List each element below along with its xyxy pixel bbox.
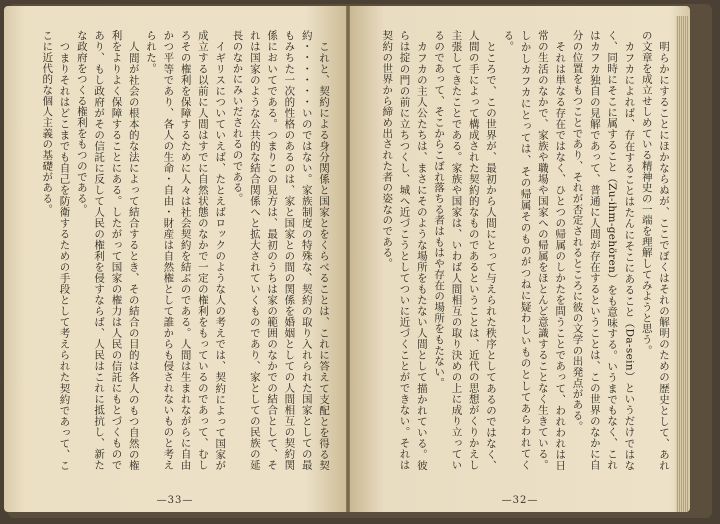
right-paragraph: ところで、この世界が、最初から人間にとって与えられた秩序としてあるのではなく、人間の手によって構成された契約的なものであるということは、近代の思想がくりかえし主張してきたことである。家族や国家は、いわば人間相互の取り決めの上に成り立っているのであって、そこからこぼれ落ちる者はもはや存在の場所をもたない。 xyxy=(433,30,498,470)
left-page xyxy=(4,6,346,512)
right-paragraph: それは単なる存在ではなく、ひとつの帰属のしかたを問うことであって、われわれは日常の生活のなかで、家族や職場や国家への帰属をほとんど意識することなく生きている。しかしカフカにとっては、その帰属そのものがつねに疑わしいものとしてあらわれてくる。 xyxy=(502,30,567,470)
left-page-number: —33— xyxy=(156,495,194,506)
page-edges xyxy=(676,16,688,512)
right-paragraph: 明らかにすることにほかならぬが、ここでぼくはそれの解明のための歴史として、あれの文章を成立せしめている精神史の一端を理解してみようと思う。 xyxy=(640,30,670,470)
right-page-number: —32— xyxy=(501,495,539,506)
left-paragraph: つまりそれはどこまでも自己を防衛するための手段として考えられた契約であって、ここに近代的な個人主義の基礎がある。 xyxy=(41,30,71,470)
left-paragraph: 人間が社会の根本的な法によって結合するとき、その結合の目的は各人のもつ自然の権利をよりよく保障することにある。したがって国家の権力は人民の信託にもとづくものであり、もし政府がその信託に反して人民の権利を侵すならば、人民はこれに抵抗し、新たな政府をつくる権利をもつのである。 xyxy=(75,30,140,470)
right-paragraph: カフカの主人公たちは、まさにそのような場所をもたない人間として描かれている。彼らは掟の門の前に立ちつくし、城へ近づこうとしてついに近づくことができない。それは契約の世界から締め出された者の姿なのである。 xyxy=(381,30,428,470)
left-page-text xyxy=(14,30,332,470)
right-page-text xyxy=(372,30,672,470)
left-paragraph: イギリスについていえば、たとえばロックのような人の考えでは、契約によって国家が成立する以前に人間はすでに自然状態のなかで一定の権利をもっているのであって、むしろその権利を保障するために人々は社会契約を結ぶのである。人間は生まれながらに自由かつ平等であり、各人の生命・自由・財産は自然権として誰からも侵されないものと考えられた。 xyxy=(145,30,227,470)
right-paragraph: カフカによれば、存在することはたんにそこにあること（Da-sein）というだけではなく、同時にそこに属すること（Zu-ihm-gehören）をも意味する。いうまでもなく、これはカフカ独自の見解であって、普通に人間が存在するということは、この世界のなかに自分の位置をもつことであり、それが否定されるところに彼の文学の出発点がある。 xyxy=(571,30,636,470)
left-paragraph: これと、契約による身分関係と国家とをくらべることは、これに答えて支配とを得る契約・・・・・・いのではない。家族制度の特殊な、契約の取り入れられた国家としての最もみちた一次的性格のあるのは、家と国家との間の関係を婚姻としての人間相互の契約関係においてである。つまりこの見方は、最初のうちは家の範囲のなかでの結合として、それは国家のような公共的な結合関係へと拡大されていくものであり、家としての民族の延長のなかにみいだされるのである。 xyxy=(231,30,330,470)
right-page xyxy=(350,6,690,512)
